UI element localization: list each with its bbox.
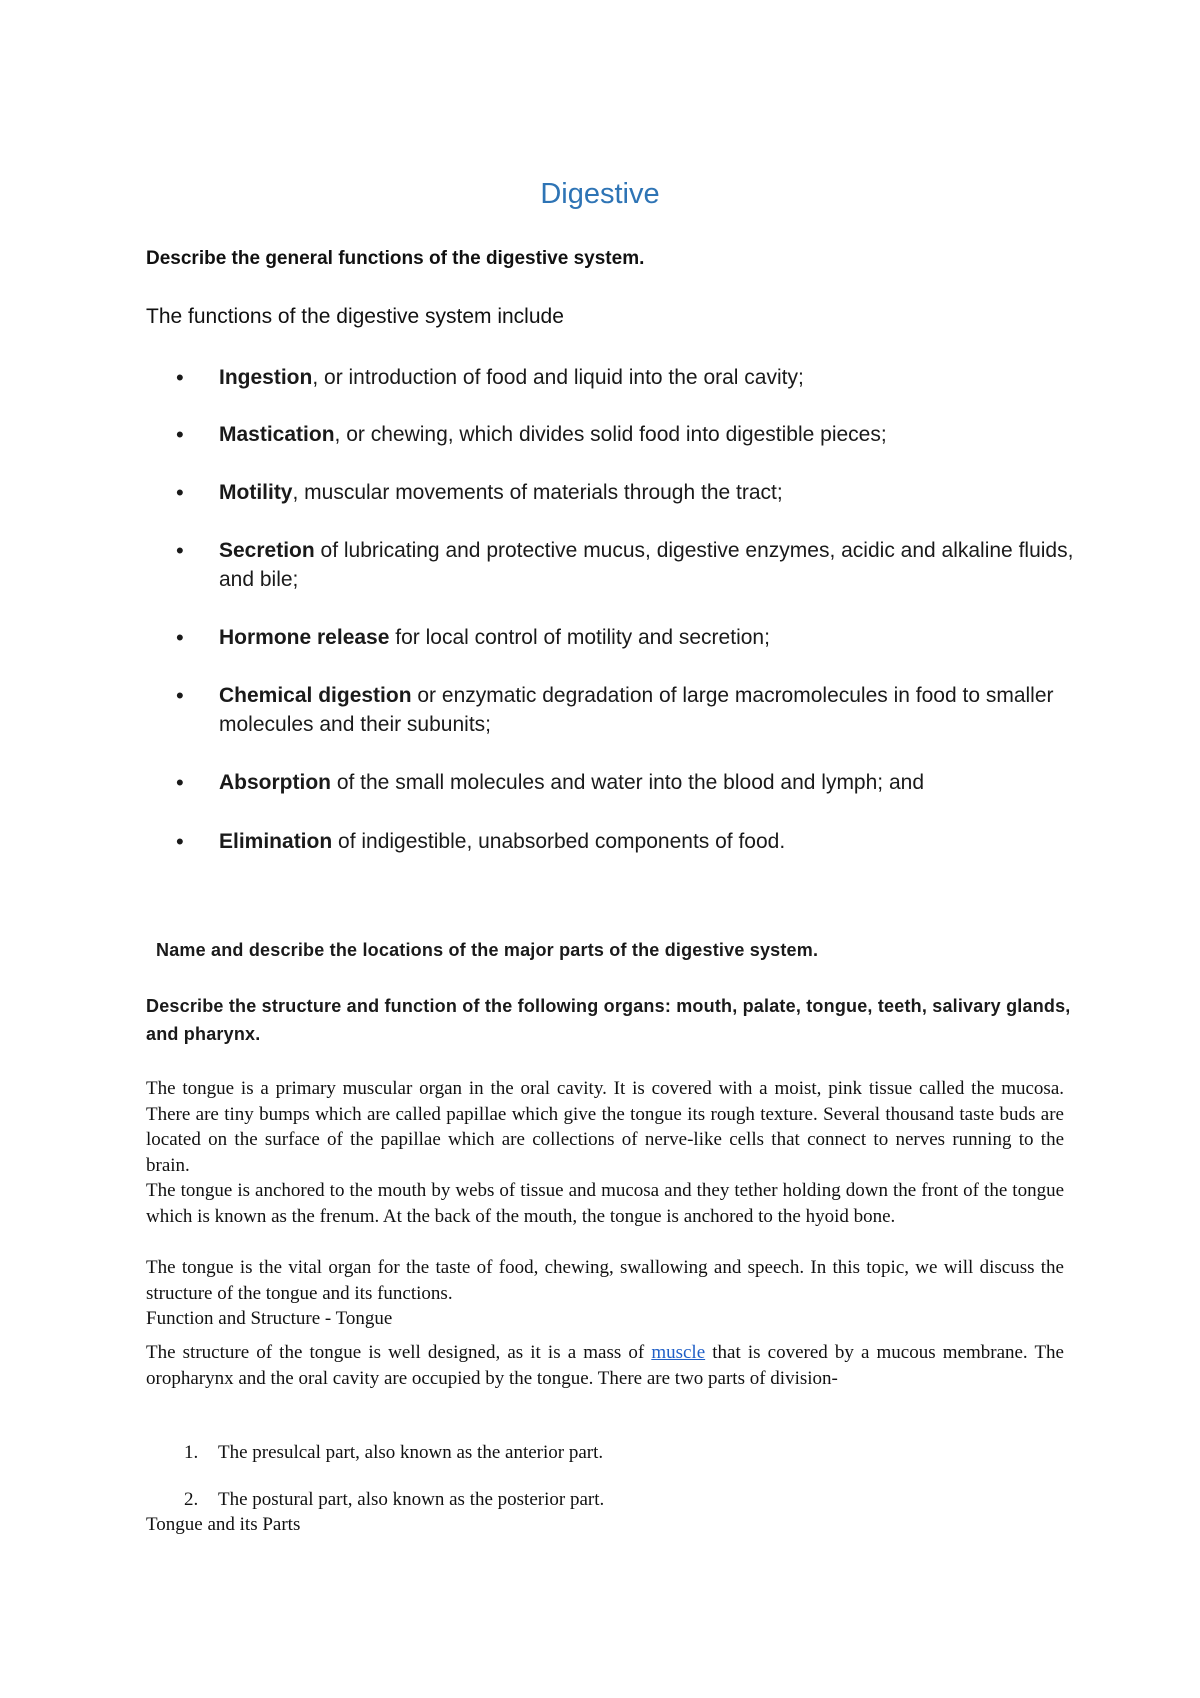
subheading-function-structure: Function and Structure - Tongue <box>146 1308 393 1329</box>
list-item-text: The postural part, also known as the posterior part. <box>218 1489 605 1510</box>
bullet-icon: • <box>176 770 184 795</box>
paragraph-4-text-after: that is covered by a mucous membrane. The oropharynx and the oral cavity are occupied by the tongue. There are two parts of division- <box>146 1342 1064 1389</box>
function-description: , or chewing, which divides solid food into digestible pieces; <box>334 423 887 446</box>
tongue-paragraph-4 <box>146 1340 1064 1391</box>
function-term: Secretion <box>219 539 315 562</box>
function-description: , muscular movements of materials through the tract; <box>292 481 783 504</box>
function-description: or enzymatic degradation of large macromolecules in food to smaller molecules and their subunits; <box>219 684 1054 736</box>
list-number: 2. <box>184 1489 199 1510</box>
function-description: for local control of motility and secretion; <box>389 626 770 649</box>
document-title: Digestive <box>540 178 660 210</box>
tongue-paragraph-3: The tongue is the vital organ for the taste of food, chewing, swallowing and speech. In this topic, we will discuss the structure of the tongue and its functions. <box>146 1257 1064 1304</box>
tongue-paragraph-1: The tongue is a primary muscular organ in the oral cavity. It is covered with a moist, pink tissue called the mucosa. There are tiny bumps which are called papillae which give the tongue its rough texture. Several thousand taste buds are located on the surface of the papillae which are collections of nerve-like cells that connect to nerves running to the brain. <box>146 1078 1064 1176</box>
bullet-icon: • <box>176 538 184 563</box>
bullet-icon: • <box>176 480 184 505</box>
bullet-icon: • <box>176 422 184 447</box>
question-general-functions: Describe the general functions of the digestive system. <box>146 248 645 269</box>
function-description: , or introduction of food and liquid into the oral cavity; <box>312 366 804 389</box>
list-number: 1. <box>184 1442 199 1463</box>
list-item-text: The presulcal part, also known as the anterior part. <box>218 1442 604 1463</box>
bullet-icon: • <box>176 683 184 708</box>
function-description: of lubricating and protective mucus, digestive enzymes, acidic and alkaline fluids, and bile; <box>219 539 1074 591</box>
function-term: Hormone release <box>219 626 390 649</box>
tongue-paragraph-2: The tongue is anchored to the mouth by webs of tissue and mucosa and they tether holding down the front of the tongue which is known as the frenum. At the back of the mouth, the tongue is anchored to the hyoid bone. <box>146 1180 1064 1227</box>
function-description: of indigestible, unabsorbed components of food. <box>332 830 786 853</box>
function-term: Elimination <box>219 830 333 853</box>
bullet-icon: • <box>176 625 184 650</box>
question-major-parts: Name and describe the locations of the major parts of the digestive system. <box>156 940 819 960</box>
bullet-icon: • <box>176 829 184 854</box>
function-term: Ingestion <box>219 366 313 389</box>
subheading-tongue-parts: Tongue and its Parts <box>146 1514 301 1535</box>
function-term: Absorption <box>219 771 331 794</box>
paragraph-4-text-before: The structure of the tongue is well designed, as it is a mass of <box>146 1342 652 1363</box>
function-description: of the small molecules and water into the blood and lymph; and <box>330 771 924 794</box>
function-term: Chemical digestion <box>219 684 412 707</box>
function-term: Mastication <box>219 423 335 446</box>
muscle-link[interactable]: muscle <box>651 1342 706 1363</box>
question-structure-function: Describe the structure and function of the following organs: mouth, palate, tongue, teeth, salivary glands, and pharynx. <box>146 996 1071 1044</box>
bullet-icon: • <box>176 365 184 390</box>
function-term: Motility <box>219 481 293 504</box>
functions-intro: The functions of the digestive system include <box>146 305 564 328</box>
